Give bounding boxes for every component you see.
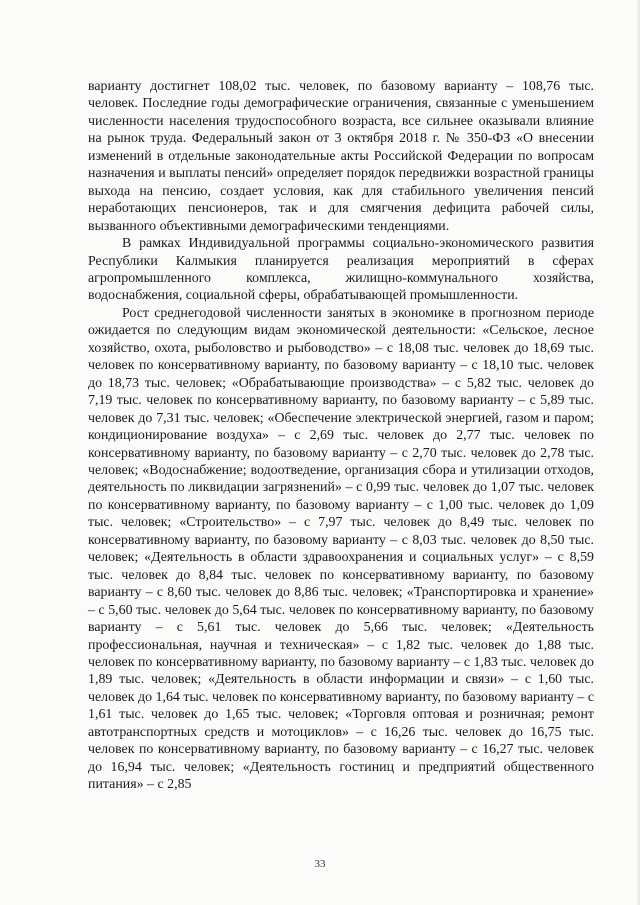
paragraph-employment-growth: Рост среднегодовой численности занятых в экономике в прогнозном периоде ожидается по следующим видам экономической деятельности: «Сельское, лесное хозяйство, охота, рыболовство и рыбоводство» – с 18,08 тыс. человек до 18,69 тыс. человек по консервативному варианту, по базовому варианту – с 18,10 тыс. человек до 18,73 тыс. человек; «Обрабатывающие производства» – с 5,82 тыс. человек до 7,19 тыс. человек по консервативному варианту, по базовому варианту – с 5,89 тыс. человек до 7,31 тыс. человек; «Обеспечение электрической энергией, газом и паром; кондиционирование воздуха» – с 2,69 тыс. человек до 2,77 тыс. человек по консервативному варианту, по базовому варианту – с 2,70 тыс. человек до 2,78 тыс. человек; «Водоснабжение; водоотведение, организация сбора и утилизации отходов, деятельность по ликвидации загрязнений» – с 0,99 тыс. человек до 1,07 тыс. человек по консервативному варианту, по базовому варианту – с 1,00 тыс. человек до 1,09 тыс. человек; «Строительство» – с 7,97 тыс. человек до 8,49 тыс. человек по консервативному варианту, по базовому варианту – с 8,03 тыс. человек до 8,50 тыс. человек; «Деятельность в области здравоохранения и социальных услуг» – с 8,59 тыс. человек до 8,84 тыс. человек по консервативному варианту, по базовому варианту – с 8,60 тыс. человек до 8,86 тыс. человек; «Транспортировка и хранение» – с 5,60 тыс. человек до 5,64 тыс. человек по консервативному варианту, по базовому варианту – с 5,61 тыс. человек до 5,66 тыс. человек; «Деятельность профессиональная, научная и техническая» – с 1,82 тыс. человек до 1,88 тыс. человек по консервативному варианту, по базовому варианту – с 1,83 тыс. человек до 1,89 тыс. человек; «Деятельность в области информации и связи» – с 1,60 тыс. человек до 1,64 тыс. человек по консервативному варианту, по базовому варианту – с 1,61 тыс. человек до 1,65 тыс. человек; «Торговля оптовая и розничная; ремонт автотранспортных средств и мотоциклов» – с 16,26 тыс. человек до 16,75 тыс. человек по консервативному варианту, по базовому варианту – с 16,27 тыс. человек до 16,94 тыс. человек; «Деятельность гостиниц и предприятий общественного питания» – с 2,85 bbox=[88, 305, 594, 793]
document-body bbox=[88, 78, 594, 794]
page-number: 33 bbox=[314, 858, 326, 870]
paragraph-program: В рамках Индивидуальной программы социально-экономического развития Республики Калмыкия планируется реализация мероприятий в сферах агропромышленного комплекса, жилищно-коммунального хозяйства, водоснабжения, социальной сферы, обрабатывающей промышленности. bbox=[88, 236, 594, 304]
paragraph-continuation: варианту достигнет 108,02 тыс. человек, по базовому варианту – 108,76 тыс. человек. Последние годы демографические ограничения, связанные с уменьшением численности населения трудоспособного возраста, все сильнее оказывали влияние на рынок труда. Федеральный закон от 3 октября 2018 г. № 350-ФЗ «О внесении изменений в отдельные законодательные акты Российской Федерации по вопросам назначения и выплаты пенсий» определяет порядок передвижки возрастной границы выхода на пенсию, создает условия, как для стабильного увеличения пенсий неработающих пенсионеров, так и для смягчения дефицита рабочей силы, вызванного объективными демографическими тенденциями. bbox=[88, 79, 594, 234]
